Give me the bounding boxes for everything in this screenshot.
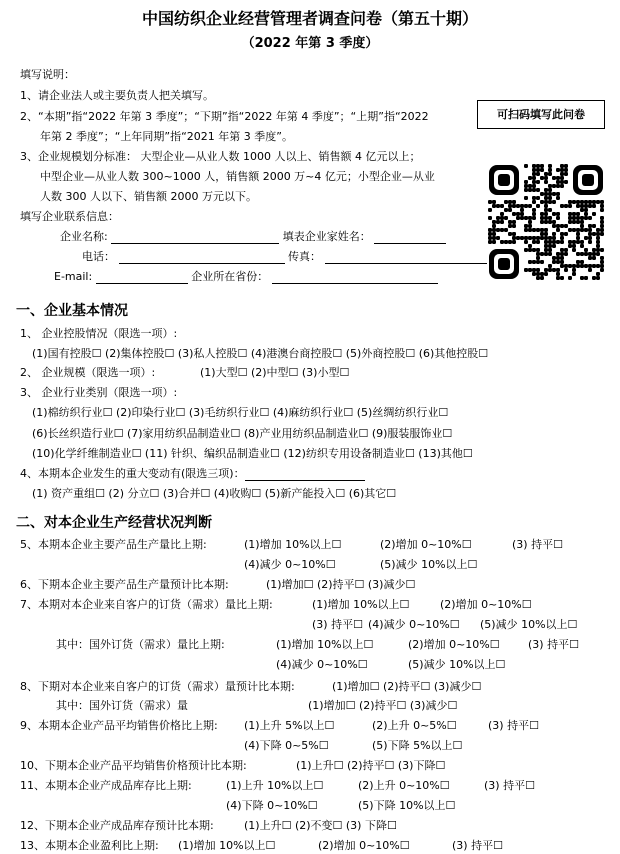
question-3-options-row2[interactable]: (6)长丝织造行业☐ (7)家用纺织品制造业☐ (8)产业用纺织品制造业☐ (9)服装服饰业☐ [32, 427, 453, 440]
phone-label: 电话： [82, 250, 115, 263]
question-7-sub: 其中：国外订货（需求）量比上期: [56, 638, 225, 651]
q7-option-2[interactable]: (2)增加 0~10%☐ [440, 598, 532, 611]
q7-option-3[interactable]: (3) 持平☐ [312, 618, 363, 631]
q11-option-5[interactable]: (5)下降 10%以上☐ [358, 799, 456, 812]
question-2: 2、 企业规模（限选一项）: [20, 366, 156, 379]
province-input[interactable] [272, 272, 438, 284]
q13-option-1[interactable]: (1)增加 10%以上☐ [178, 839, 276, 852]
q5-option-5[interactable]: (5)减少 10%以上☐ [380, 558, 478, 571]
q7-sub-option-3[interactable]: (3) 持平☐ [528, 638, 579, 651]
phone-input[interactable] [119, 252, 285, 264]
email-label: E-mail: [54, 270, 93, 283]
question-6: 6、下期本企业主要产品生产量预计比本期: [20, 578, 229, 591]
q5-option-4[interactable]: (4)减少 0~10%☐ [244, 558, 336, 571]
question-4-input[interactable] [245, 469, 365, 481]
qr-label: 可扫码填写此问卷 [477, 100, 605, 129]
q8-options[interactable]: (1)增加☐ (2)持平☐ (3)减少☐ [332, 680, 482, 693]
filler-name-label: 填表企业家姓名： [282, 230, 371, 243]
q11-option-3[interactable]: (3) 持平☐ [484, 779, 535, 792]
page-subtitle: （2022 年第 3 季度） [241, 36, 379, 51]
instruction-3a: 3、企业规模划分标准： 大型企业—从业人数 1000 人以上、销售额 4 亿元以上； [20, 150, 421, 163]
qr-finder-tl [489, 165, 519, 195]
instruction-1: 1、请企业法人或主要负责人把关填写。 [20, 89, 214, 102]
q9-option-3[interactable]: (3) 持平☐ [488, 719, 539, 732]
phone-field[interactable] [82, 248, 491, 264]
company-name-input[interactable] [111, 232, 279, 244]
question-7: 7、本期对本企业来自客户的订货（需求）量比上期: [20, 598, 273, 611]
q13-option-2[interactable]: (2)增加 0~10%☐ [318, 839, 410, 852]
q11-option-4[interactable]: (4)下降 0~10%☐ [226, 799, 318, 812]
question-13: 13、本期本企业盈利比上期: [20, 839, 159, 852]
question-5: 5、本期本企业主要产品生产量比上期: [20, 538, 207, 551]
qr-finder-tr [573, 165, 603, 195]
q6-options[interactable]: (1)增加☐ (2)持平☐ (3)减少☐ [266, 578, 416, 591]
instruction-3b: 中型企业—从业人数 300~1000 人，销售额 2000 万~4 亿元；小型企业—从业 [40, 170, 435, 183]
question-4-options[interactable]: (1) 资产重组☐ (2) 分立☐ (3)合并☐ (4)收购☐ (5)新产能投入☐ (6)其它☐ [32, 487, 397, 500]
q9-option-1[interactable]: (1)上升 5%以上☐ [244, 719, 335, 732]
qr-code-icon[interactable] [487, 163, 605, 281]
question-9: 9、本期本企业产品平均销售价格比上期: [20, 719, 218, 732]
question-10: 10、下期本企业产品平均销售价格预计比本期: [20, 759, 247, 772]
q7-sub-option-2[interactable]: (2)增加 0~10%☐ [408, 638, 500, 651]
q8-sub-options[interactable]: (1)增加☐ (2)持平☐ (3)减少☐ [308, 699, 458, 712]
question-3-options-row1[interactable]: (1)棉纺织行业☐ (2)印染行业☐ (3)毛纺织行业☐ (4)麻纺织行业☐ (5)丝绸纺织行业☐ [32, 406, 449, 419]
instructions-heading: 填写说明： [20, 68, 75, 81]
q7-option-1[interactable]: (1)增加 10%以上☐ [312, 598, 410, 611]
q11-option-1[interactable]: (1)上升 10%以上☐ [226, 779, 324, 792]
q5-option-1[interactable]: (1)增加 10%以上☐ [244, 538, 342, 551]
q7-sub-option-5[interactable]: (5)减少 10%以上☐ [408, 658, 506, 671]
instruction-3c: 人数 300 人以下、销售额 2000 万元以下。 [40, 190, 257, 203]
province-label: 企业所在省份： [191, 270, 269, 283]
q7-option-4[interactable]: (4)减少 0~10%☐ [368, 618, 460, 631]
q9-option-4[interactable]: (4)下降 0~5%☐ [244, 739, 329, 752]
email-input[interactable] [96, 272, 188, 284]
q7-sub-option-1[interactable]: (1)增加 10%以上☐ [276, 638, 374, 651]
q13-option-3[interactable]: (3) 持平☐ [452, 839, 503, 852]
company-name-field[interactable] [60, 228, 446, 244]
fax-label: 传真： [288, 250, 321, 263]
section-1-title: 一、企业基本情况 [16, 303, 128, 319]
q9-option-5[interactable]: (5)下降 5%以上☐ [372, 739, 463, 752]
question-1: 1、 企业控股情况（限选一项）: [20, 327, 178, 340]
qr-finder-bl [489, 249, 519, 279]
contact-heading: 填写企业联系信息： [20, 210, 119, 223]
q9-option-2[interactable]: (2)上升 0~5%☐ [372, 719, 457, 732]
question-8-sub: 其中：国外订货（需求）量 [56, 699, 188, 712]
q7-sub-option-4[interactable]: (4)减少 0~10%☐ [276, 658, 368, 671]
q12-options[interactable]: (1)上升☐ (2)不变☐ (3) 下降☐ [244, 819, 397, 832]
q10-options[interactable]: (1)上升☐ (2)持平☐ (3)下降☐ [296, 759, 446, 772]
question-8: 8、下期对本企业来自客户的订货（需求）量预计比本期: [20, 680, 295, 693]
question-3: 3、 企业行业类别（限选一项）: [20, 386, 178, 399]
q5-option-2[interactable]: (2)增加 0~10%☐ [380, 538, 472, 551]
question-3-options-row3[interactable]: (10)化学纤维制造业☐ (11) 针织、编织品制造业☐ (12)纺织专用设备制造业☐ (13)其他☐ [32, 447, 473, 460]
section-2-title: 二、对本企业生产经营状况判断 [16, 515, 212, 531]
instruction-2b: 年第 2 季度”；“上年同期”指“2021 年第 3 季度”。 [40, 130, 293, 143]
q11-option-2[interactable]: (2)上升 0~10%☐ [358, 779, 450, 792]
filler-name-input[interactable] [374, 232, 446, 244]
page-title: 中国纺织企业经营管理者调查问卷（第五十期） [141, 9, 478, 28]
email-field[interactable] [54, 268, 438, 284]
question-1-options[interactable]: (1)国有控股☐ (2)集体控股☐ (3)私人控股☐ (4)港澳台商控股☐ (5)外商控股☐ (6)其他控股☐ [32, 347, 489, 360]
question-4: 4、本期本企业发生的重大变动有(限选三项)： [20, 465, 365, 481]
question-11: 11、本期本企业产成品库存比上期: [20, 779, 192, 792]
q7-option-5[interactable]: (5)减少 10%以上☐ [480, 618, 578, 631]
instruction-2a: 2、“本期”指“2022 年第 3 季度”；“下期”指“2022 年第 4 季度”；“上期”指“2022 [20, 110, 429, 123]
q5-option-3[interactable]: (3) 持平☐ [512, 538, 563, 551]
company-name-label: 企业名称: [60, 230, 108, 243]
question-2-options[interactable]: (1)大型☐ (2)中型☐ (3)小型☐ [200, 366, 350, 379]
fax-input[interactable] [325, 252, 491, 264]
question-12: 12、下期本企业产成品库存预计比本期: [20, 819, 214, 832]
